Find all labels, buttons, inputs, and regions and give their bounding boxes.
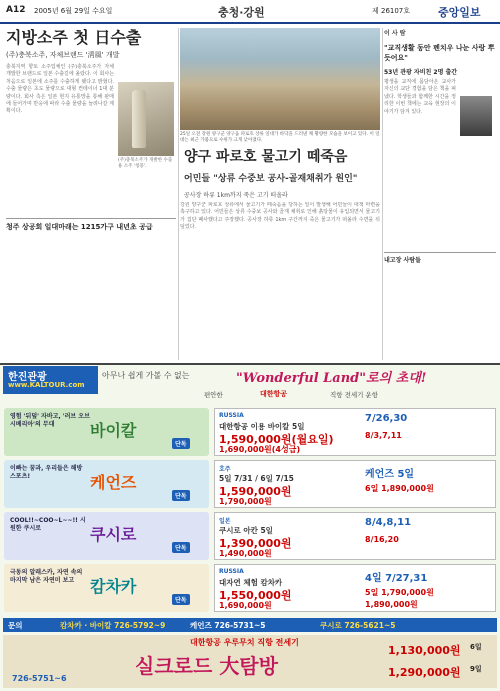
package-dates: 4일 7/27,31 bbox=[365, 573, 428, 584]
package-region: 일본 bbox=[219, 518, 231, 525]
tour-banner-cairns bbox=[4, 460, 209, 508]
package-dates: 케언즈 5일 bbox=[365, 469, 415, 480]
tour-tagline: COOL!!~COO~L~~!! 시원한 쿠시로 bbox=[10, 517, 86, 532]
package-price-alt: 1,490,000원 bbox=[219, 549, 272, 558]
article-headline: 지방소주 첫 日수출 bbox=[6, 28, 142, 47]
article-headline: 양구 파로호 물고기 떼죽음 bbox=[184, 149, 348, 165]
exclusive-badge: 단독 bbox=[172, 594, 190, 605]
package-extra: 8/3,7,11 bbox=[365, 431, 402, 440]
contact-phone: 쿠시로 726-5621~5 bbox=[320, 621, 396, 630]
package-title: 대한항공 이용 바이칼 5일 bbox=[219, 422, 305, 431]
issue-number: 제 26107호 bbox=[372, 7, 411, 15]
article-subtitle: (주)충북소주, 자체브랜드 '淸風' 개발 bbox=[6, 51, 120, 59]
sub-article-headline: 청주 상공회 일대마래는 1215가구 내년초 공급 bbox=[6, 218, 176, 232]
contact-label: 문의 bbox=[8, 621, 23, 630]
package-price-box bbox=[214, 408, 496, 456]
photo-caption: 25일 오전 강원 양구군 양구읍 파로호 상류 일대가 바닥을 드러낸 채 황량한 모습을 보이고 있다. 이 일대는 최근 가뭄으로 수위가 크게 낮아졌다. bbox=[180, 132, 380, 143]
tour-tagline: 극동의 알래스카, 자연 속의 마지막 남은 자연미 보고 bbox=[10, 569, 83, 584]
right-column bbox=[384, 28, 496, 360]
package-price-alt: 1,790,000원 bbox=[219, 497, 272, 506]
column-divider bbox=[178, 28, 179, 360]
left-article bbox=[6, 28, 176, 360]
package-extra: 6일 1,890,000원 bbox=[365, 484, 434, 493]
package-price-box bbox=[214, 512, 496, 560]
article-deck: 공사장 하류 1km까지 죽은 고기 떠올라 bbox=[184, 192, 288, 199]
package-dates: 8/4,8,11 bbox=[365, 517, 412, 528]
section-title: 충청·강원 bbox=[218, 6, 265, 19]
tour-name: 캄차카 bbox=[90, 577, 137, 596]
column-subhead: 53년 관광 자비친 2명 출간 bbox=[384, 69, 458, 76]
exclusive-badge: 단독 bbox=[172, 490, 190, 501]
box-headline: 내고장 사람들 bbox=[384, 252, 496, 264]
package-price-box bbox=[214, 564, 496, 612]
soju-bottle-image bbox=[132, 90, 146, 148]
article-subhead: 어민들 "상류 수중보 공사-골재채취가 원인" bbox=[184, 174, 358, 184]
tour-name: 쿠시로 bbox=[90, 525, 137, 544]
brand-name: 한진관광 bbox=[8, 372, 47, 383]
contact-phone: 캄차카 · 바이칼 726-5792~9 bbox=[60, 621, 166, 630]
package-title: 대자연 체험 캄차카 bbox=[219, 578, 283, 587]
exclusive-badge: 단독 bbox=[172, 542, 190, 553]
package-region: 호주 bbox=[219, 466, 231, 473]
tour-tagline: 이빠는 꿈과, 우리들은 해방 스포츠! bbox=[10, 465, 83, 480]
tour-name: 케언즈 bbox=[90, 473, 137, 492]
newspaper-name: 중앙일보 bbox=[438, 6, 481, 19]
column-author: 이 사 람 bbox=[384, 30, 406, 37]
tour-banner-baikal bbox=[4, 408, 209, 456]
package-region: RUSSIA bbox=[219, 412, 244, 419]
package-price: 1,590,000원(월요일) bbox=[219, 433, 334, 446]
package-dates: 7/26,30 bbox=[365, 413, 408, 424]
column-headline: "교직생활 동안 펜치우 나눈 사랑 뿌듯어요" bbox=[384, 44, 495, 62]
ad-strip-suffix: 직항 전세기 운항 bbox=[330, 391, 379, 399]
package-price: 1,390,000원 bbox=[219, 537, 292, 550]
silk-road-airline: 대한항공 우루무치 직항 전세기 bbox=[190, 638, 299, 647]
lake-photo bbox=[180, 28, 380, 130]
silk-road-price: 1,290,000원 bbox=[388, 666, 461, 679]
package-price-alt: 1,690,000원(4성급) bbox=[219, 445, 301, 454]
package-price-alt: 1,690,000원 bbox=[219, 601, 272, 610]
column-body: 평생을 교직에 몸담아온 교사가 자신의 교단 경험을 담은 책을 펴냈다. 학생들과 함께한 시간을 정리한 이번 책에는 교육 현장의 이야기가 담겨 있다. bbox=[384, 79, 456, 115]
tour-tagline: 영험 '뒤덮' 자바고, '러브 오브 시베리아'의 무대 bbox=[10, 413, 90, 428]
package-price: 1,590,000원 bbox=[219, 485, 292, 498]
photo-caption: (주)충북소주가 개발한 수출용 소주 '청풍'. bbox=[118, 158, 173, 169]
article-body: 강원 양구군 파로호 상류에서 물고기가 떼죽음을 당하는 일이 발생해 어민들이 대책 마련을 촉구하고 있다. 어민들은 상류 수중보 공사와 골재 채취로 인해 흙탕물이 유입되면서 물고기가 집단 폐사했다고 주장했다. 공사장 하류 1km 구간까지 죽은 물고기가 떠올라 수면을 뒤덮었다. bbox=[180, 202, 380, 231]
silk-road-phone: 726-5751~6 bbox=[12, 674, 67, 683]
exclusive-badge: 단독 bbox=[172, 438, 190, 449]
tour-banner-kamchatka bbox=[4, 564, 209, 612]
package-price: 1,550,000원 bbox=[219, 589, 292, 602]
package-extra: 5일 1,790,000원 bbox=[365, 588, 434, 597]
page-number: A12 bbox=[6, 5, 26, 15]
contact-phone: 케언즈 726-5731~5 bbox=[190, 621, 266, 630]
article-photo bbox=[118, 82, 174, 156]
issue-date: 2005년 6월 29일 수요일 bbox=[34, 7, 113, 15]
portrait-photo bbox=[460, 96, 492, 136]
brand-url[interactable]: www.KALTOUR.com bbox=[8, 381, 85, 389]
article-body: 충북지역 향토 소주업체인 (주)충북소주가 자체 개발한 브랜드로 일본 수출길에 올랐다. 이 회사는 처음으로 일본에 소주를 수출하게 됐다고 밝혔다. 수출 물량은 초도 물량으로 대형 컨테이너 1대 분량이다. 회사 측은 일본 현지 유통망을 통해 판매에 들어가며 반응에 따라 수출 물량을 늘려나갈 계획이다. bbox=[6, 64, 114, 115]
tour-banner-kushiro bbox=[4, 512, 209, 560]
package-price-box bbox=[214, 460, 496, 508]
ad-headline: "Wonderful Land"로의 초대! bbox=[236, 371, 427, 386]
package-title: 쿠시로 아칸 5일 bbox=[219, 526, 273, 535]
silk-road-title: 실크로드 大탐방 bbox=[135, 654, 278, 678]
package-title: 5일 7/31 / 6일 7/15 bbox=[219, 474, 294, 483]
silk-road-days: 9일 bbox=[470, 665, 482, 673]
silk-road-price: 1,130,000원 bbox=[388, 644, 461, 657]
silk-road-days: 6일 bbox=[470, 643, 482, 651]
ad-tagline: 아무나 쉽게 가볼 수 없는 bbox=[102, 371, 190, 380]
tour-name: 바이칼 bbox=[90, 421, 137, 440]
package-extra: 8/16,20 bbox=[365, 535, 399, 544]
airline-name: 대한항공 bbox=[260, 390, 288, 398]
package-region: RUSSIA bbox=[219, 568, 244, 575]
ad-strip-prefix: 편안한 bbox=[204, 391, 223, 399]
package-extra-alt: 1,890,000원 bbox=[365, 600, 418, 609]
column-divider bbox=[382, 28, 383, 360]
